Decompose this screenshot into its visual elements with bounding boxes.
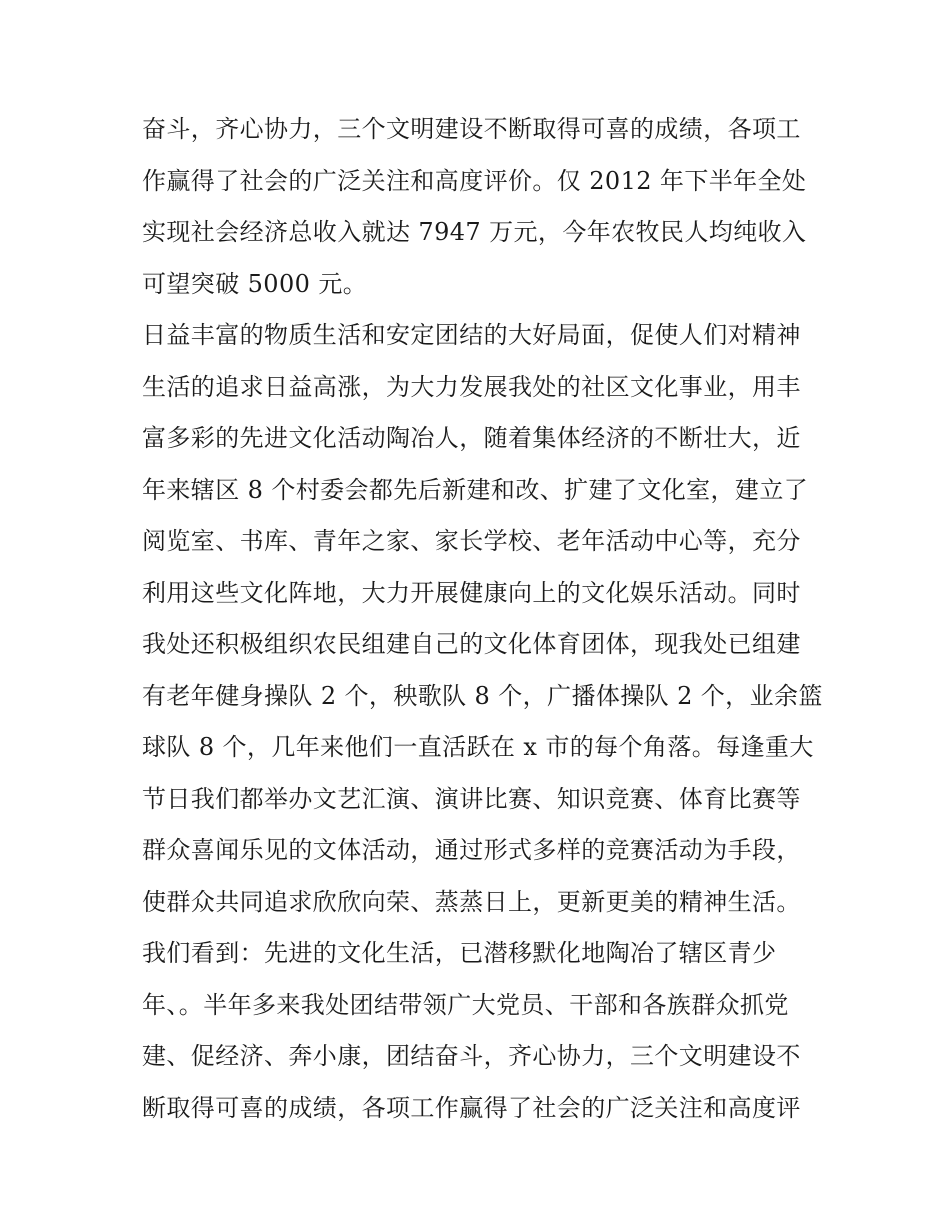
text-line: 作赢得了社会的广泛关注和高度评价。仅 2012 年下半年全处	[142, 166, 807, 195]
text-line: 富多彩的先进文化活动陶冶人，随着集体经济的不断壮大，近	[142, 424, 801, 452]
text-line: 实现社会经济总收入就达 7947 万元，今年农牧民人均纯收入	[142, 218, 807, 246]
text-line: 断取得可喜的成绩，各项工作赢得了社会的广泛关注和高度评	[142, 1093, 801, 1122]
text-line: 利用这些文化阵地，大力开展健康向上的文化娱乐活动。同时	[142, 578, 801, 607]
text-line: 我们看到：先进的文化生活，已潜移默化地陶冶了辖区青少	[142, 939, 777, 967]
text-line: 有老年健身操队 2 个，秧歌队 8 个，广播体操队 2 个，业余篮	[142, 681, 823, 710]
text-line: 球队 8 个，几年来他们一直活跃在 x 市的每个角落。每逢重大	[142, 733, 814, 761]
body-text	[142, 104, 822, 1134]
text-line: 我处还积极组织农民组建自己的文化体育团体，现我处已组建	[142, 630, 801, 658]
text-line: 阅览室、书库、青年之家、家长学校、老年活动中心等，充分	[142, 527, 801, 555]
text-line: 年、。半年多来我处团结带领广大党员、干部和各族群众抓党	[142, 990, 789, 1019]
text-line: 生活的追求日益高涨，为大力发展我处的社区文化事业，用丰	[142, 372, 801, 401]
text-line: 奋斗，齐心协力，三个文明建设不断取得可喜的成绩，各项工	[142, 115, 801, 143]
text-line: 日益丰富的物质生活和安定团结的大好局面，促使人们对精神	[142, 321, 801, 349]
text-line: 使群众共同追求欣欣向荣、蒸蒸日上，更新更美的精神生活。	[142, 887, 801, 916]
text-line: 节日我们都举办文艺汇演、演讲比赛、知识竞赛、体育比赛等	[142, 784, 801, 813]
text-line: 建、促经济、奔小康，团结奋斗，齐心协力，三个文明建设不	[142, 1042, 801, 1070]
text-line: 可望突破 5000 元。	[142, 269, 368, 298]
text-line: 年来辖区 8 个村委会都先后新建和改、扩建了文化室，建立了	[142, 475, 809, 504]
text-line: 群众喜闻乐见的文体活动，通过形式多样的竞赛活动为手段，	[142, 836, 801, 864]
